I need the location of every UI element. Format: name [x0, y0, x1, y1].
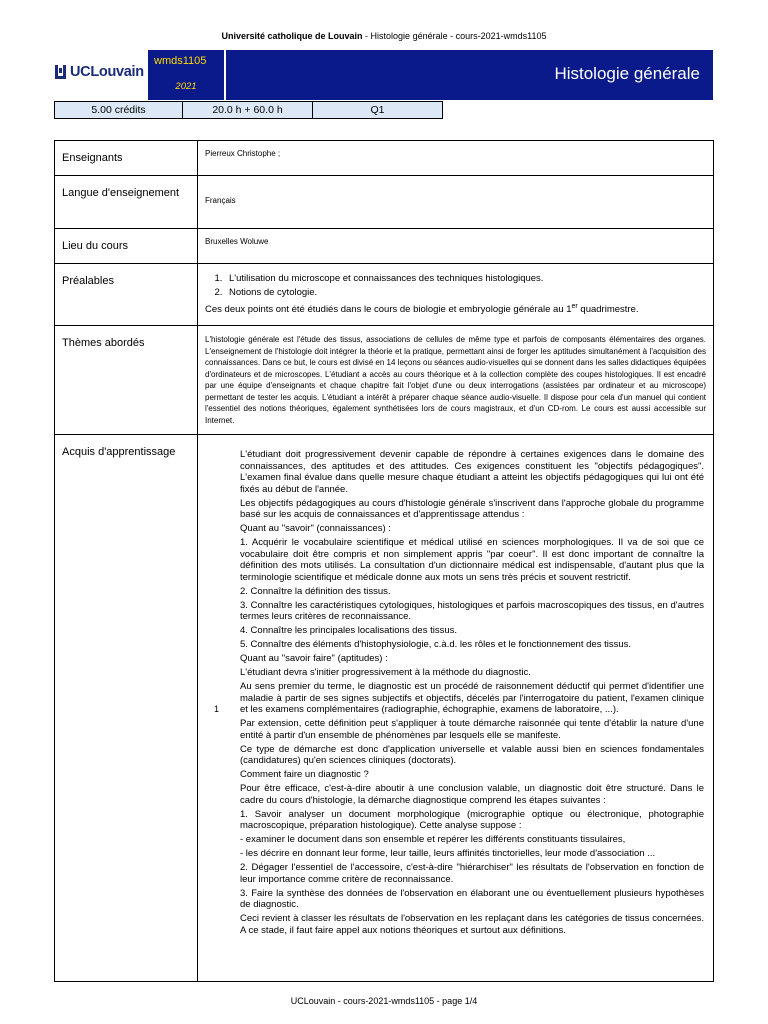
course-info-table	[54, 140, 714, 982]
acquis-paragraph: - examiner le document dans son ensemble et repérer les différents constituants tissulaires,	[240, 834, 626, 846]
acquis-paragraph: Ceci revient à classer les résultats de l'observation en les replaçant dans les catégories de tissus concernées. A ce stade, il faut faire appel aux notions théoriques et surtout aux définitions.	[240, 913, 704, 936]
credits-value: 5.00 crédits	[54, 101, 183, 119]
acquis-paragraph: Par extension, cette définition peut s'appliquer à toute démarche raisonnée qui tente d'établir la nature d'une entité à partir d'un ensemble de phénomènes par lesquels elle se manifeste.	[240, 718, 704, 741]
term-value: Q1	[313, 101, 443, 119]
acquis-paragraph: 3. Faire la synthèse des données de l'observation en élaborant une ou éventuellement plusieurs hypothèses de diagnostic.	[240, 887, 704, 911]
note-end: quadrimestre.	[577, 304, 639, 316]
value-themes: L'histologie générale est l'étude des tissus, associations de cellules de même type et parfois de composants élémentaires des organes. L'enseignement de l'histologie doit intégrer la théorie et la pratique, permettant ainsi de forger les aptitudes simultanément à l'acquisition des connaissances. Dans ce but, le cours est divisé en 14 leçons ou séances audio-visuelles qui se donnent dans les salles didactiques équipées d'ordinateurs et de microscopes. L'étudiant a accès au cours théorique et à la collection complète des coupes histologiques. Il est encadré par une équipe d'enseignants et chaque chapitre fait l'objet d'une ou deux interrogations (assistées par ordinateur et au microscope) permettant de tester les acquis. L'étudiant a intérêt à préparer chaque séance audio-visuelle. Il dispose pour cela d'un manuel qui contient l'essentiel des notions théoriques, également synthétisées lors de cours magistraux, et d'un CD-rom. Le cours est aussi accessible sur Internet.	[198, 326, 714, 435]
note-start: Ces deux points ont été étudiés dans le cours de biologie et embryologie générale au 1	[205, 304, 572, 316]
label-prealables: Préalables	[55, 264, 198, 326]
label-acquis: Acquis d'apprentissage	[55, 435, 198, 982]
acquis-paragraph: 1. Savoir analyser un document morphologique (micrographie optique ou électronique, photographie macroscopique, préparation histologique). Cette analyse suppose :	[240, 808, 704, 832]
label-lieu: Lieu du cours	[55, 229, 198, 264]
value-acquis	[198, 435, 714, 982]
acquis-paragraph: - les décrire en donnant leur forme, leur taille, leurs affinités tinctorielles, leur mode d'association ...	[240, 848, 656, 860]
row-lieu	[55, 229, 714, 264]
list-item: 2. Notions de cytologie.	[225, 286, 706, 300]
course-code-box	[148, 50, 224, 100]
acquis-paragraph: 2. Dégager l'essentiel de l'accessoire, c'est-à-dire "hiérarchiser" les résultats de l'observation en fonction de leur importance comme critère de reconnaissance.	[240, 862, 704, 885]
row-acquis	[55, 435, 714, 982]
acquis-body	[240, 449, 706, 939]
logo-mark-icon	[55, 65, 66, 79]
header-rest: - Histologie générale - cours-2021-wmds1105	[362, 31, 547, 41]
page-footer: UCLouvain - cours-2021-wmds1105 - page 1/4	[290, 996, 478, 1006]
acquis-paragraph: Au sens premier du terme, le diagnostic est un procédé de raisonnement déductif qui permet d'identifier une maladie à partir de ses signes subjectifs et objectifs, décelés par l'interrogatoire du patient, l'examen clinique et les examens complémentaires (radiographie, échographie, examens de laboratoire, ...).	[240, 681, 704, 716]
acquis-paragraph: Quant au "savoir" (connaissances) :	[240, 523, 391, 535]
acquis-paragraph: 2. Connaître la définition des tissus.	[240, 585, 391, 597]
page-header	[0, 31, 768, 41]
value-langue: Français	[198, 176, 714, 229]
value-enseignants: Pierreux Christophe ;	[198, 141, 714, 176]
logo-text: UCLouvain	[70, 64, 144, 80]
credits-bar	[54, 101, 443, 121]
note-sup: er	[571, 303, 578, 310]
acquis-paragraph: L'étudiant devra s'initier progressivement à la méthode du diagnostic.	[240, 667, 531, 679]
uclouvain-logo	[55, 64, 144, 80]
acquis-content	[205, 449, 706, 939]
header-university: Université catholique de Louvain	[221, 31, 363, 41]
acquis-paragraph: 1. Acquérir le vocabulaire scientifique et médical utilisé en sciences morphologiques. Il va de soi que ce vocabulaire doit être compris et non simplement appris "par coeur". Il est donc important de connaître la définition des mots utilisés. La consultation d'un dictionnaire médical est indispensable, d'autant plus que la terminologie scientifique et médicale donne aux mots un sens très précis et souvent restrictif.	[240, 537, 704, 583]
acquis-paragraph: Ce type de démarche est donc d'application universelle et valable aussi bien en sciences fondamentales (candidatures) qu'en sciences cliniques (doctorats).	[240, 743, 704, 767]
acquis-paragraph: Pour être efficace, c'est-à-dire aboutir à une conclusion valable, un diagnostic doit être structuré. Dans le cadre du cours d'histologie, la démarche diagnostique comprend les étapes suivantes :	[240, 783, 704, 806]
label-themes: Thèmes abordés	[55, 326, 198, 435]
course-year: 2021	[175, 81, 197, 92]
list-item: 1. L'utilisation du microscope et connaissances des techniques histologiques.	[225, 272, 706, 286]
row-prealables	[55, 264, 714, 326]
label-enseignants: Enseignants	[55, 141, 198, 176]
prealables-note	[205, 300, 706, 317]
prealables-list	[205, 272, 706, 300]
acquis-paragraph: 5. Connaître des éléments d'histophysiologie, c.à.d. les rôles et le fonctionnement des tissus.	[240, 639, 632, 651]
course-code: wmds1105	[154, 55, 207, 67]
row-enseignants	[55, 141, 714, 176]
acquis-paragraph: 3. Connaître les caractéristiques cytologiques, histologiques et parfois macroscopiques des tissus, en d'autres termes leurs critères de reconnaissance.	[240, 599, 704, 623]
acquis-paragraph: 4. Connaître les principales localisations des tissus.	[240, 625, 458, 637]
acquis-paragraph: Quant au "savoir faire" (aptitudes) :	[240, 653, 388, 665]
course-title: Histologie générale	[554, 64, 700, 83]
value-prealables	[198, 264, 714, 326]
acquis-paragraph: Les objectifs pédagogiques au cours d'histologie générale s'inscrivent dans l'approche globale du programme basé sur les acquis de connaissances et d'apprentissage attendus :	[240, 497, 704, 521]
acquis-paragraph: Comment faire un diagnostic ?	[240, 769, 369, 781]
title-bar	[226, 50, 713, 100]
row-langue	[55, 176, 714, 229]
hours-value: 20.0 h + 60.0 h	[183, 101, 313, 119]
value-lieu: Bruxelles Woluwe	[198, 229, 714, 264]
acquis-number: 1	[214, 704, 220, 715]
acquis-paragraph: L'étudiant doit progressivement devenir capable de répondre à certaines exigences dans le domaine des connaissances, des aptitudes et des attitudes. Ces exigences constituent les "objectifs pédagogiques". L'examen final évalue dans quelle mesure chaque étudiant a atteint les objectifs pédagogiques qui lui ont été fixés au début de l'année.	[240, 449, 704, 495]
label-langue: Langue d'enseignement	[55, 176, 198, 229]
row-themes	[55, 326, 714, 435]
